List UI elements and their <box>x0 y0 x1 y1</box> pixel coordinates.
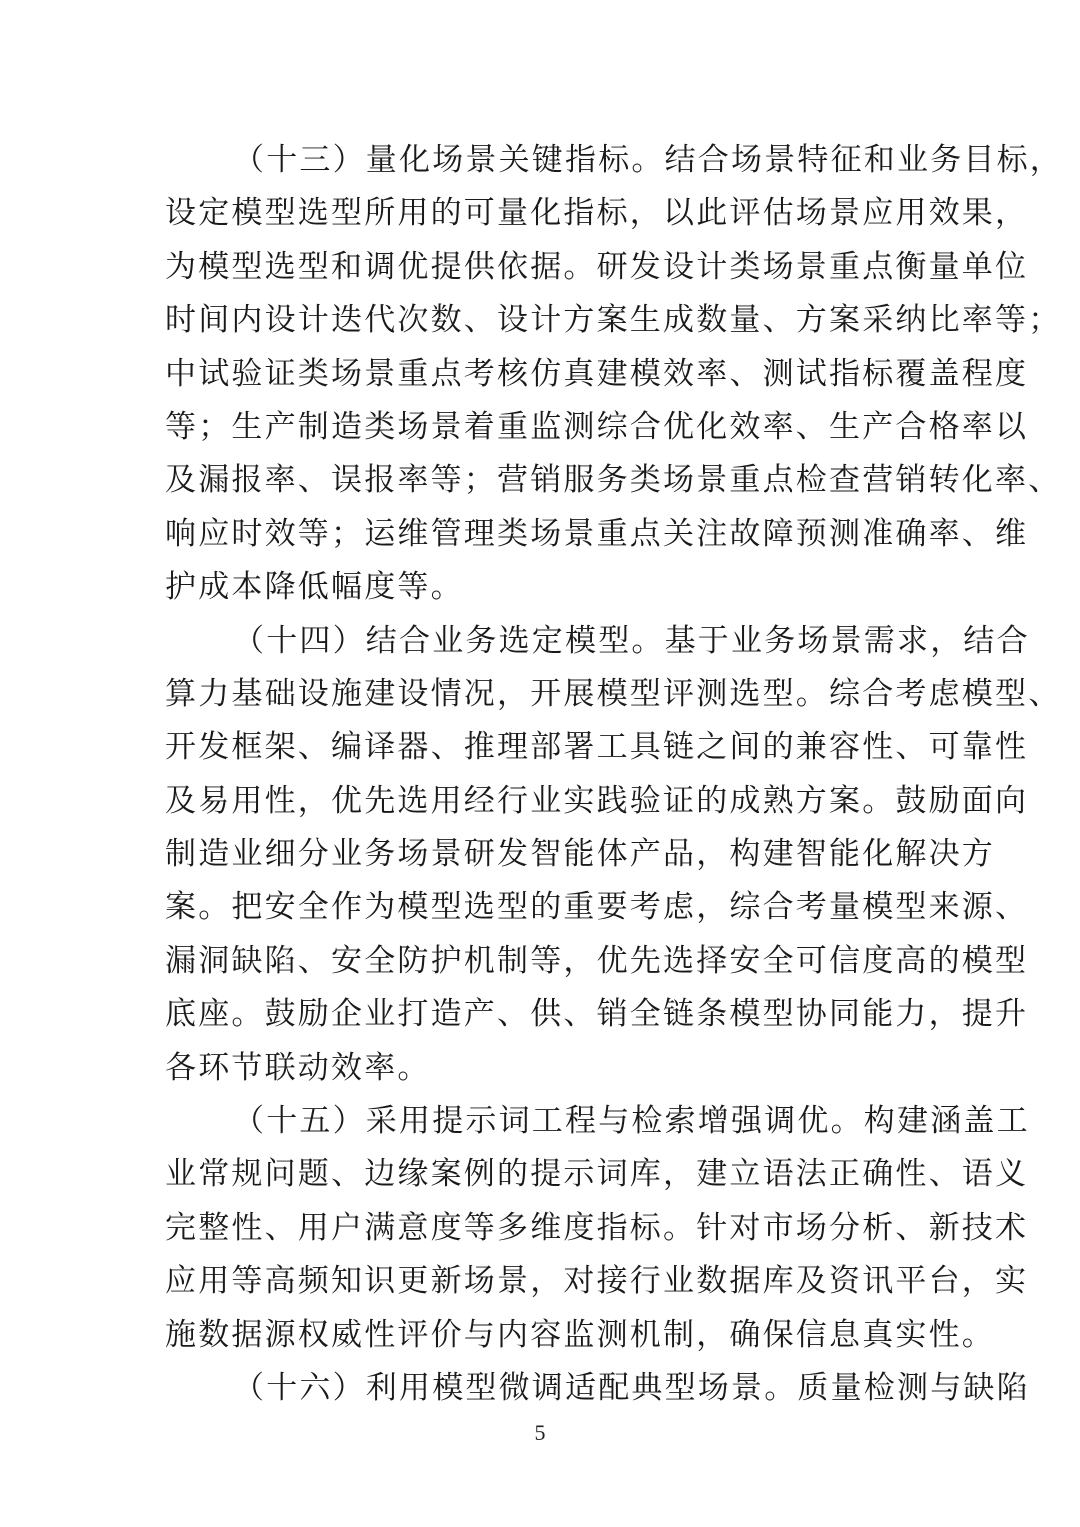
paragraph-heading-line: （十六）利用模型微调适配典型场景。质量检测与缺陷 <box>233 1369 1030 1406</box>
text-line: 制造业细分业务场景研发智能体产品，构建智能化解决方 <box>165 836 995 873</box>
paragraph-heading-line: （十三）量化场景关键指标。结合场景特征和业务目标， <box>233 142 1063 178</box>
text-line: 及漏报率、误报率等；营销服务类场景重点检查营销转化率、 <box>165 462 1062 499</box>
text-line: 完整性、用户满意度等多维度指标。针对市场分析、新技术 <box>165 1209 1029 1246</box>
paragraph-heading-line: （十四）结合业务选定模型。基于业务场景需求，结合 <box>233 622 1030 659</box>
text-line: 业常规问题、边缘案例的提示词库，建立语法正确性、语义 <box>165 1156 1029 1193</box>
text-line: 及易用性，优先选用经行业实践验证的成熟方案。鼓励面向 <box>165 782 1029 819</box>
text-line: 底座。鼓励企业打造产、供、销全链条模型协同能力，提升 <box>165 996 1029 1033</box>
text-line: 为模型选型和调优提供依据。研发设计类场景重点衡量单位 <box>165 248 1029 285</box>
text-line: 等；生产制造类场景着重监测综合优化效率、生产合格率以 <box>165 408 1029 445</box>
paragraph-14 <box>165 615 1062 1096</box>
page-number: 5 <box>534 1420 546 1445</box>
text-line: 施数据源权威性评价与内容监测机制，确保信息真实性。 <box>165 1316 995 1353</box>
text-line: 时间内设计迭代次数、设计方案生成数量、方案采纳比率等； <box>165 302 1062 339</box>
text-line: 案。把安全作为模型选型的重要考虑，综合考量模型来源、 <box>165 889 1029 926</box>
paragraph-16 <box>165 1362 1030 1415</box>
text-line: 开发框架、编译器、推理部署工具链之间的兼容性、可靠性 <box>165 729 1029 766</box>
body-text <box>165 134 1063 1415</box>
paragraph-15 <box>165 1095 1030 1362</box>
paragraph-heading-line: （十五）采用提示词工程与检索增强调优。构建涵盖工 <box>233 1103 1030 1140</box>
text-line: 中试验证类场景重点考核仿真建模效率、测试指标覆盖程度 <box>165 355 1029 392</box>
text-line: 算力基础设施建设情况，开展模型评测选型。综合考虑模型、 <box>165 675 1062 712</box>
text-line: 各环节联动效率。 <box>165 1049 431 1086</box>
text-line: 设定模型选型所用的可量化指标，以此评估场景应用效果， <box>165 195 1029 232</box>
text-line: 应用等高频知识更新场景，对接行业数据库及资讯平台，实 <box>165 1263 1029 1300</box>
paragraph-13 <box>165 134 1063 615</box>
text-line: 护成本降低幅度等。 <box>165 569 464 606</box>
text-line: 响应时效等；运维管理类场景重点关注故障预测准确率、维 <box>165 515 1029 552</box>
text-line: 漏洞缺陷、安全防护机制等，优先选择安全可信度高的模型 <box>165 942 1029 979</box>
